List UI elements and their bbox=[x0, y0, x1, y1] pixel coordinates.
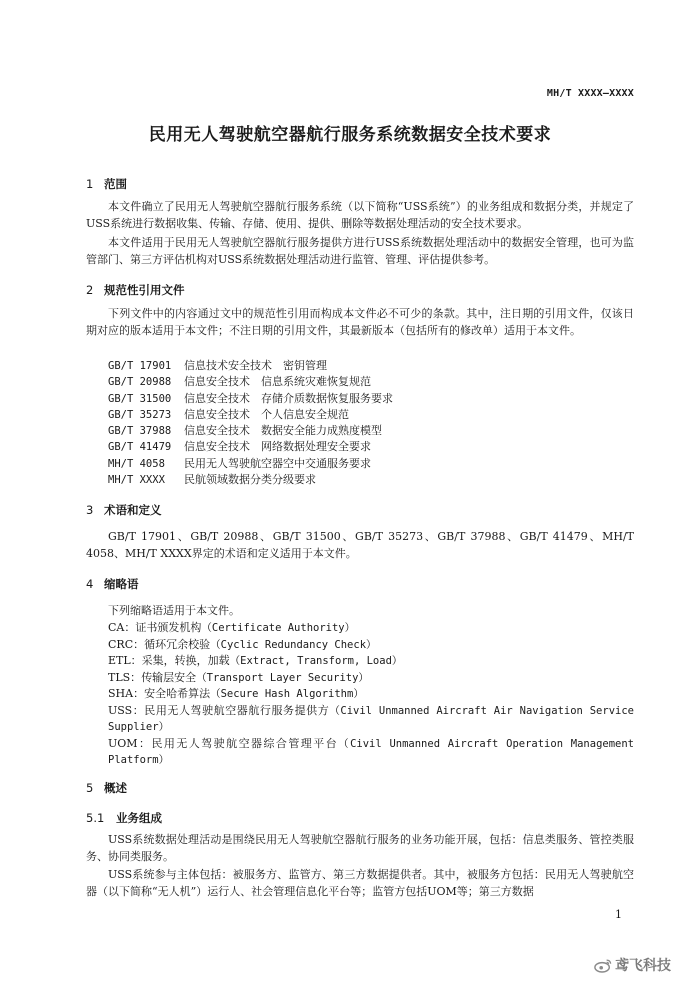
reference-code: MH/T 4058 bbox=[108, 457, 165, 470]
section-number: 4 bbox=[86, 577, 94, 591]
reference-title: 信息安全技术 网络数据处理安全要求 bbox=[184, 440, 371, 454]
reference-code: GB/T 17901 bbox=[108, 360, 172, 372]
abbreviation-list bbox=[108, 620, 634, 769]
section-2-intro: 下列文件中的内容通过文中的规范性引用而构成本文件必不可少的条款。其中，注日期的引用文件，仅该日期对应的版本适用于本文件；不注日期的引用文件，其最新版本（包括所有的修改单）适用于本文件。 bbox=[86, 307, 634, 337]
list-item bbox=[108, 391, 393, 407]
reference-title: 信息安全技术 信息系统灾难恢复规范 bbox=[184, 375, 371, 389]
abbreviation-en: （Transport Layer Security） bbox=[196, 671, 369, 684]
abbreviation-en: （Secure Hash Algorithm） bbox=[210, 688, 364, 700]
section-5-1-paragraph-2: USS系统参与主体包括：被服务方、监管方、第三方数据提供者。其中，被服务方包括：民用无人驾驶航空器（以下简称“无人机”）运行人、社会管理信息化平台等；监管方包括UOM等；第三方数据 bbox=[86, 868, 634, 898]
abbreviation-en: （Certificate Authority） bbox=[201, 622, 356, 634]
section-title: 概述 bbox=[104, 781, 127, 795]
list-item bbox=[108, 653, 634, 670]
section-1-heading bbox=[86, 176, 127, 192]
abbreviation: UOM： bbox=[108, 736, 152, 750]
list-item bbox=[108, 456, 393, 472]
abbreviation: USS： bbox=[108, 703, 145, 717]
section-number: 5 bbox=[86, 781, 94, 795]
abbreviation-en: （Extract, Transform, Load） bbox=[229, 655, 403, 667]
section-title: 范围 bbox=[104, 177, 127, 191]
reference-title: 信息安全技术 数据安全能力成熟度模型 bbox=[184, 424, 382, 438]
list-item bbox=[108, 686, 634, 703]
page-number: 1 bbox=[615, 908, 622, 921]
document-code: MH/T XXXX—XXXX bbox=[546, 88, 634, 99]
abbreviation-en: （Civil Unmanned Aircraft Operation Management Platform） bbox=[108, 737, 634, 766]
list-item bbox=[108, 620, 634, 637]
reference-title: 民航领域数据分类分级要求 bbox=[184, 473, 316, 487]
section-4-heading bbox=[86, 576, 139, 592]
watermark-text: 鸢飞科技 bbox=[615, 958, 671, 974]
section-1-paragraph-2: 本文件适用于民用无人驾驶航空器航行服务提供方进行USS系统数据处理活动中的数据安全管理，也可为监管部门、第三方评估机构对USS系统数据处理活动进行监管、管理、评估提供参考。 bbox=[86, 236, 634, 266]
list-item bbox=[108, 358, 393, 374]
reference-title: 民用无人驾驶航空器空中交通服务要求 bbox=[184, 456, 371, 470]
section-title: 业务组成 bbox=[116, 811, 162, 825]
list-item bbox=[86, 736, 634, 769]
abbreviation-zh: 证书颁发机构 bbox=[135, 621, 202, 634]
reference-code: GB/T 37988 bbox=[108, 425, 172, 438]
reference-list bbox=[108, 358, 393, 488]
section-5-1-heading bbox=[86, 810, 162, 826]
abbreviation: CRC： bbox=[108, 637, 145, 651]
list-item bbox=[108, 637, 634, 654]
reference-title: 信息安全技术 个人信息安全规范 bbox=[184, 407, 349, 421]
section-5-1-paragraph-1: USS系统数据处理活动是围绕民用无人驾驶航空器航行服务的业务功能开展，包括：信息类服务、管控类服务、协同类服务。 bbox=[86, 833, 634, 863]
section-number: 3 bbox=[86, 503, 94, 517]
abbreviation-zh: 采集，转换，加载 bbox=[141, 654, 230, 667]
list-item bbox=[108, 423, 393, 439]
list-item bbox=[108, 374, 393, 390]
section-4-intro: 下列缩略语适用于本文件。 bbox=[108, 604, 240, 617]
abbreviation: ETL： bbox=[108, 654, 142, 667]
reference-code: GB/T 31500 bbox=[108, 392, 172, 405]
reference-title: 信息安全技术 存储介质数据恢复服务要求 bbox=[184, 391, 393, 405]
weibo-icon bbox=[594, 958, 612, 973]
section-title: 术语和定义 bbox=[104, 503, 162, 517]
section-number: 1 bbox=[86, 177, 94, 191]
section-3-text: GB/T 17901、GB/T 20988、GB/T 31500、GB/T 35273、GB/T 37988、GB/T 41479、MH/T 4058、MH/T XXXX界定的术语和定义适用于本文件。 bbox=[86, 530, 634, 560]
reference-code: MH/T XXXX bbox=[108, 474, 165, 487]
reference-code: GB/T 20988 bbox=[108, 376, 172, 389]
abbreviation-en: （Cyclic Redundancy Check） bbox=[210, 638, 377, 651]
abbreviation: CA： bbox=[108, 621, 136, 634]
list-item bbox=[108, 439, 393, 455]
abbreviation-zh: 安全哈希算法 bbox=[144, 687, 211, 700]
document-title: 民用无人驾驶航空器航行服务系统数据安全技术要求 bbox=[148, 125, 552, 145]
section-5-heading bbox=[86, 780, 127, 796]
list-item bbox=[108, 472, 393, 488]
abbreviation-en: （Civil Unmanned Aircraft Air Navigation Service Supplier） bbox=[108, 704, 634, 733]
section-1-paragraph-1: 本文件确立了民用无人驾驶航空器航行服务系统（以下简称“USS系统”）的业务组成和数据分类，并规定了USS系统进行数据收集、传输、存储、使用、提供、删除等数据处理活动的安全技术要求。 bbox=[86, 200, 634, 230]
abbreviation-zh: 循环冗余校验 bbox=[144, 637, 211, 651]
section-number: 2 bbox=[86, 283, 94, 297]
reference-title: 信息技术安全技术 密钥管理 bbox=[184, 359, 327, 372]
section-3-heading bbox=[86, 502, 162, 518]
abbreviation-zh: 传输层安全 bbox=[141, 670, 197, 684]
abbreviation: TLS： bbox=[108, 670, 142, 684]
list-item bbox=[86, 703, 634, 736]
section-2-heading bbox=[86, 282, 185, 298]
list-item bbox=[108, 407, 393, 423]
section-title: 规范性引用文件 bbox=[104, 283, 185, 297]
watermark bbox=[594, 955, 671, 975]
abbreviation-zh: 民用无人驾驶航空器综合管理平台 bbox=[151, 736, 339, 750]
abbreviation-zh: 民用无人驾驶航空器航行服务提供方 bbox=[144, 703, 330, 717]
section-number: 5.1 bbox=[86, 811, 105, 825]
list-item bbox=[108, 670, 634, 687]
section-title: 缩略语 bbox=[104, 577, 139, 591]
abbreviation: SHA： bbox=[108, 687, 145, 700]
reference-code: GB/T 35273 bbox=[108, 408, 172, 421]
reference-code: GB/T 41479 bbox=[108, 441, 172, 454]
